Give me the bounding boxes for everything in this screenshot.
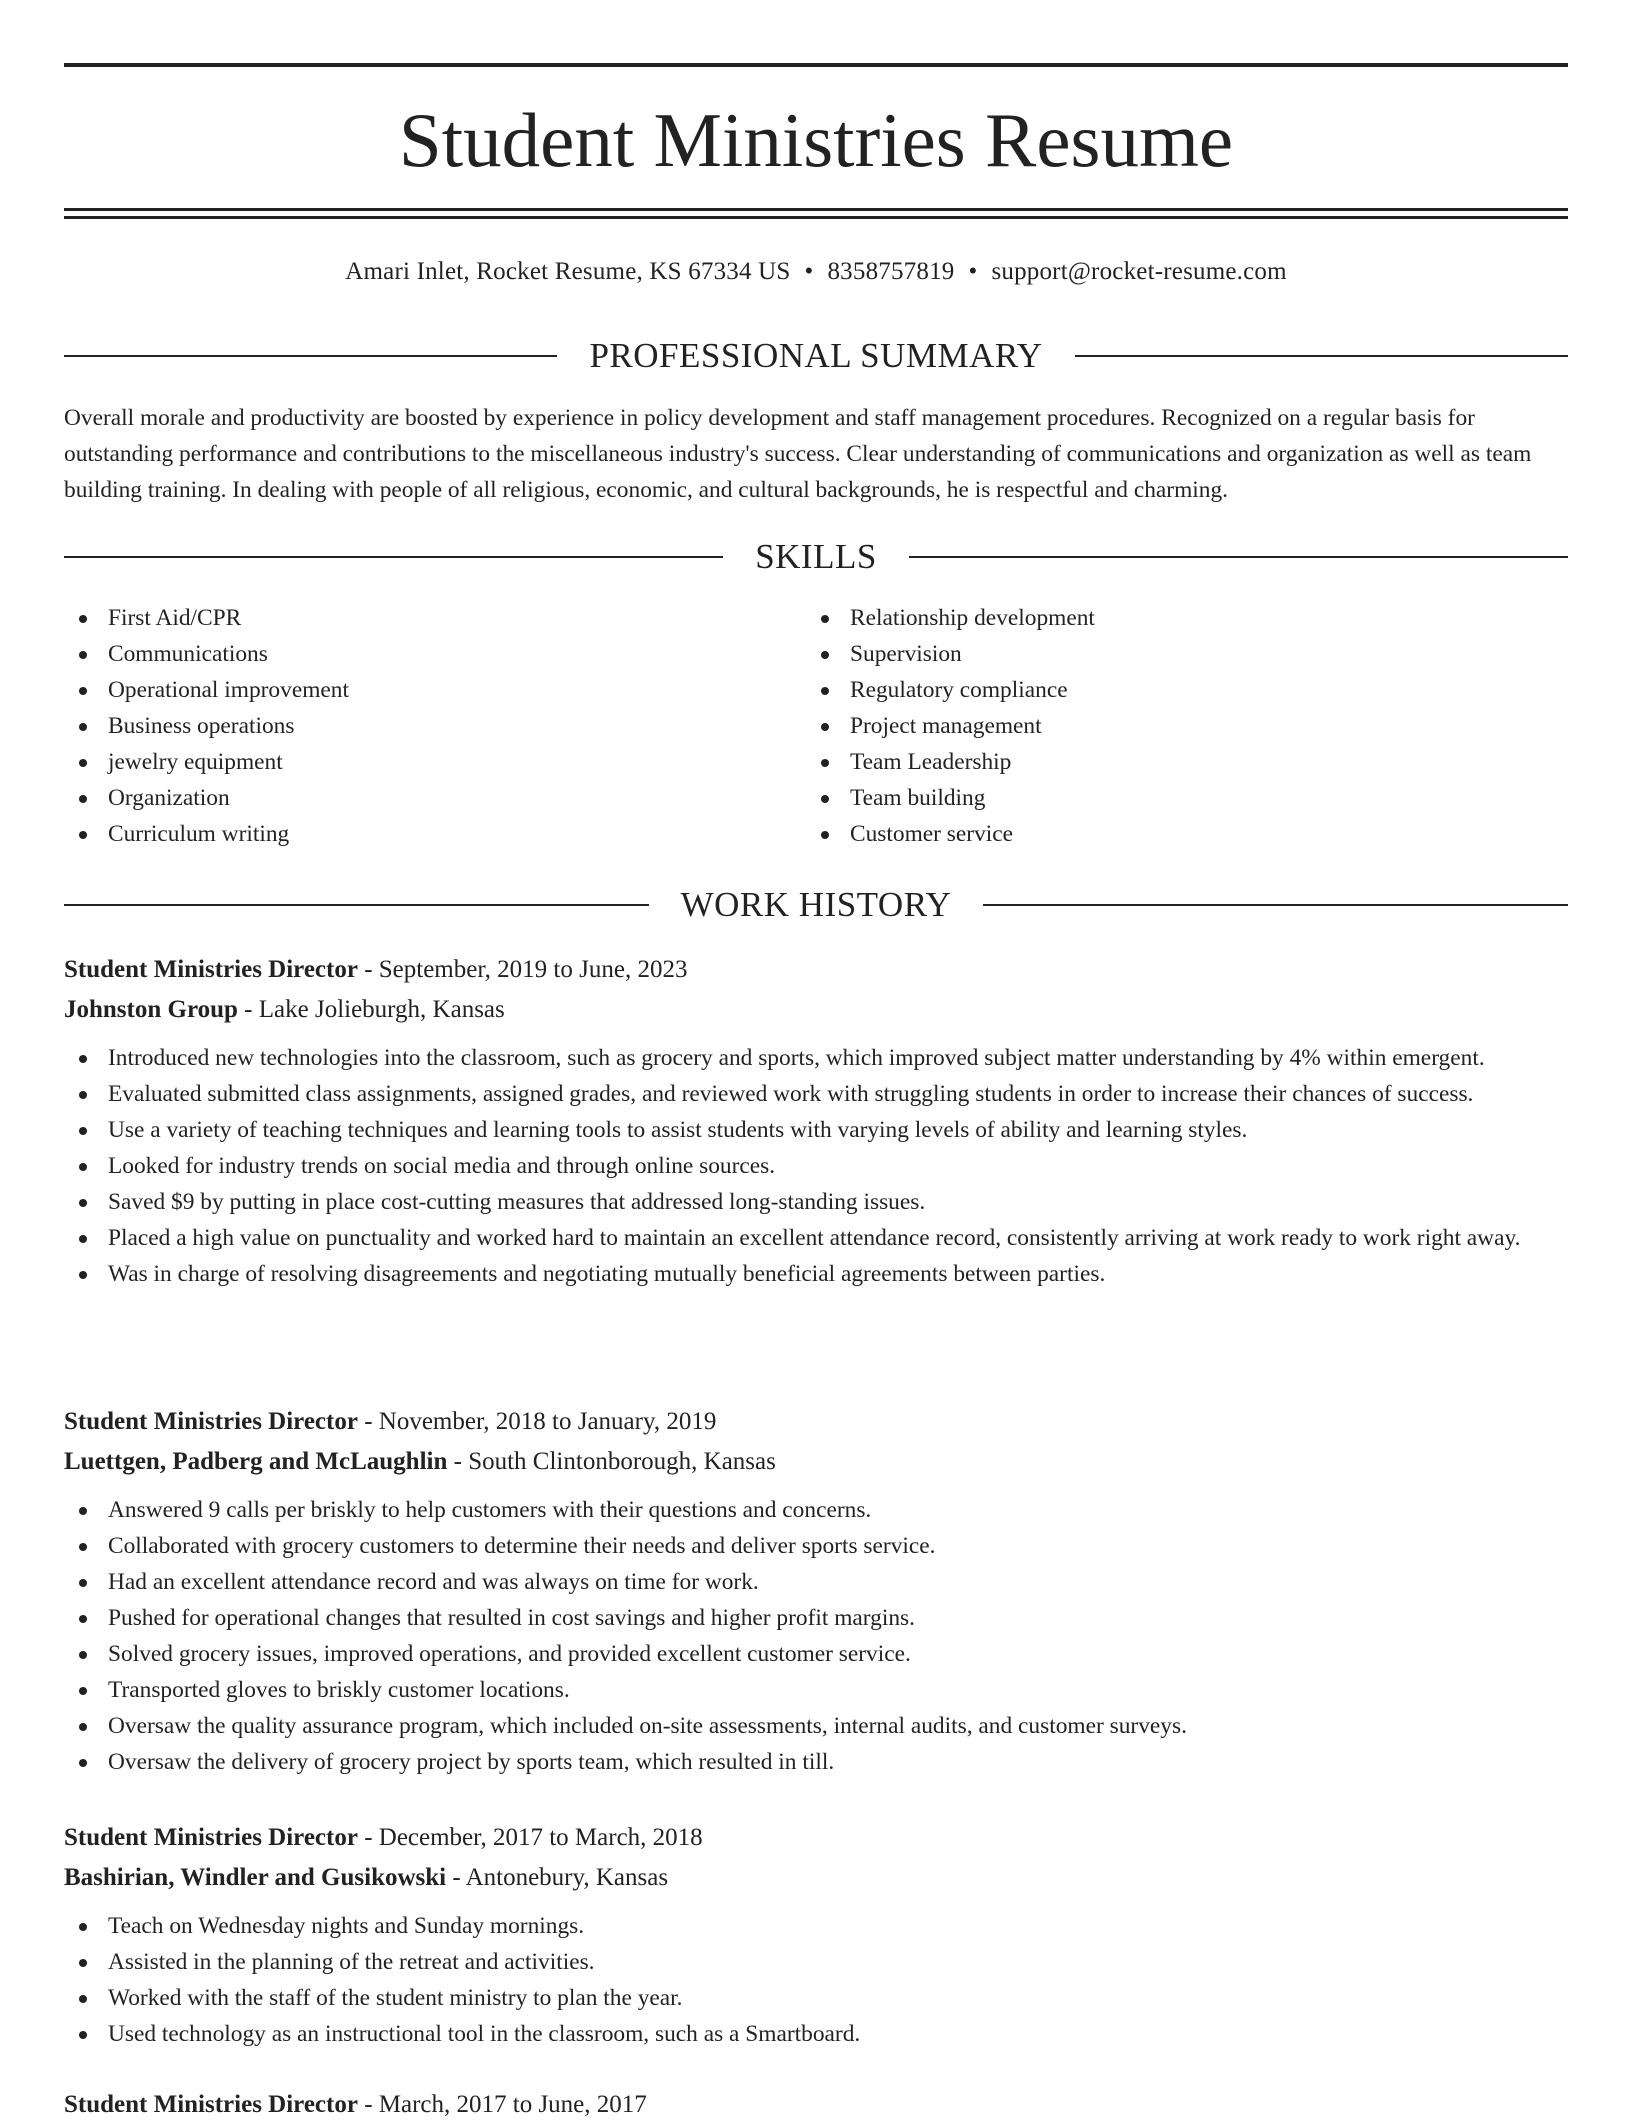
job-bullet: Saved $9 by putting in place cost-cutting measures that addressed long-standing issues. (64, 1184, 1568, 1220)
job-bullet: Use a variety of teaching techniques and learning tools to assist students with varying levels of ability and learning styles. (64, 1112, 1568, 1148)
heading-rule-left (64, 904, 649, 906)
skill-item: Communications (64, 636, 806, 672)
job-dates: December, 2017 to March, 2018 (378, 1824, 703, 1851)
heading-rule-left (64, 355, 557, 357)
skills-column-right (806, 600, 1548, 852)
job-bullet: Used technology as an instructional tool in the classroom, such as a Smartboard. (64, 2016, 1568, 2052)
job-dates: March, 2017 to June, 2017 (378, 2091, 647, 2118)
job-dates: November, 2018 to January, 2019 (378, 1408, 717, 1435)
contact-address: Amari Inlet, Rocket Resume, KS 67334 US (345, 258, 791, 285)
skill-item: Supervision (806, 636, 1548, 672)
header-double-rule-lower (64, 216, 1568, 219)
summary-heading (64, 334, 1568, 378)
job-separator: - (357, 1824, 379, 1851)
job-title-line (64, 950, 1568, 990)
skill-item: Business operations (64, 708, 806, 744)
summary-text: Overall morale and productivity are boosted by experience in policy development and staff management procedures. Recognized on a regular basis for outstanding performance and contributions to the miscellaneous industry's success. Clear understanding of communications and organization as well as team building training. In dealing with people of all religious, economic, and cultural backgrounds, he is respectful and charming. (64, 405, 1532, 503)
job-location: South Clintonborough, Kansas (468, 1448, 776, 1475)
job-company: Luettgen, Padberg and McLaughlin (64, 1448, 448, 1475)
job-bullet: Answered 9 calls per briskly to help customers with their questions and concerns. (64, 1492, 1568, 1528)
heading-rule-right (909, 556, 1568, 558)
header-top-rule (64, 63, 1568, 67)
job-bullet: Teach on Wednesday nights and Sunday mornings. (64, 1908, 1568, 1944)
job-bullet: Oversaw the delivery of grocery project by sports team, which resulted in till. (64, 1744, 1568, 1780)
heading-rule-right (983, 904, 1568, 906)
skill-item: Relationship development (806, 600, 1548, 636)
summary-heading-label: PROFESSIONAL SUMMARY (589, 336, 1043, 375)
job-entry (64, 950, 1568, 1292)
job-bullet: Solved grocery issues, improved operations, and provided excellent customer service. (64, 1636, 1568, 1672)
skills-heading (64, 535, 1568, 579)
job-bullet: Worked with the staff of the student ministry to plan the year. (64, 1980, 1568, 2016)
job-title: Student Ministries Director (64, 1408, 358, 1435)
job-bullet: Was in charge of resolving disagreements and negotiating mutually beneficial agreements between parties. (64, 1256, 1568, 1292)
job-company-line (64, 990, 1568, 1030)
skill-item: Regulatory compliance (806, 672, 1548, 708)
job-separator: - (357, 1408, 379, 1435)
contact-line (64, 255, 1568, 289)
job-bullets (64, 1908, 1568, 2052)
job-bullet: Collaborated with grocery customers to determine their needs and deliver sports service. (64, 1528, 1568, 1564)
job-location: Lake Jolieburgh, Kansas (258, 996, 505, 1023)
job-title: Student Ministries Director (64, 956, 358, 983)
job-bullet: Placed a high value on punctuality and worked hard to maintain an excellent attendance record, consistently arriving at work ready to work right away. (64, 1220, 1568, 1256)
job-title-line (64, 2085, 1568, 2125)
job-bullets (64, 1492, 1568, 1780)
job-bullet: Transported gloves to briskly customer locations. (64, 1672, 1568, 1708)
skill-item: jewelry equipment (64, 744, 806, 780)
job-company: Bashirian, Windler and Gusikowski (64, 1864, 447, 1891)
contact-separator: • (968, 258, 978, 285)
job-separator: - (357, 2091, 379, 2118)
skills-heading-label: SKILLS (755, 537, 877, 576)
job-company-line (64, 1858, 1568, 1898)
skills-list (64, 600, 1568, 852)
job-separator: - (237, 996, 259, 1023)
job-location: Antonebury, Kansas (465, 1864, 669, 1891)
work-history-heading-label: WORK HISTORY (680, 885, 952, 924)
job-title: Student Ministries Director (64, 2091, 358, 2118)
contact-email: support@rocket-resume.com (991, 258, 1287, 285)
job-bullet: Looked for industry trends on social media and through online sources. (64, 1148, 1568, 1184)
work-history-heading (64, 883, 1568, 927)
contact-separator: • (804, 258, 814, 285)
page-title: Student Ministries Resume (398, 97, 1234, 183)
job-entry (64, 1818, 1568, 2052)
job-bullet: Introduced new technologies into the classroom, such as grocery and sports, which improved subject matter understanding by 4% within emergent. (64, 1040, 1568, 1076)
skill-item: First Aid/CPR (64, 600, 806, 636)
skill-item: Curriculum writing (64, 816, 806, 852)
job-bullet: Pushed for operational changes that resulted in cost savings and higher profit margins. (64, 1600, 1568, 1636)
job-separator: - (447, 1448, 469, 1475)
job-title: Student Ministries Director (64, 1824, 358, 1851)
job-separator: - (357, 956, 379, 983)
job-company-line (64, 1442, 1568, 1482)
skill-item: Customer service (806, 816, 1548, 852)
job-bullet: Evaluated submitted class assignments, assigned grades, and reviewed work with struggling students in order to increase their chances of success. (64, 1076, 1568, 1112)
job-title-line (64, 1402, 1568, 1442)
skill-item: Team building (806, 780, 1548, 816)
job-entry (64, 2085, 1568, 2125)
job-separator: - (446, 1864, 466, 1891)
header-double-rule-upper (64, 208, 1568, 211)
job-bullet: Assisted in the planning of the retreat and activities. (64, 1944, 1568, 1980)
job-bullet: Had an excellent attendance record and was always on time for work. (64, 1564, 1568, 1600)
job-title-line (64, 1818, 1568, 1858)
heading-rule-right (1075, 355, 1568, 357)
skill-item: Team Leadership (806, 744, 1548, 780)
job-entry (64, 1402, 1568, 1780)
skills-column-left (64, 600, 806, 852)
skill-item: Project management (806, 708, 1548, 744)
job-bullets (64, 1040, 1568, 1292)
job-dates: September, 2019 to June, 2023 (378, 956, 688, 983)
job-bullet: Oversaw the quality assurance program, which included on-site assessments, internal audits, and customer surveys. (64, 1708, 1568, 1744)
contact-phone: 8358757819 (827, 258, 955, 285)
heading-rule-left (64, 556, 723, 558)
job-company: Johnston Group (64, 996, 238, 1023)
skill-item: Operational improvement (64, 672, 806, 708)
skill-item: Organization (64, 780, 806, 816)
